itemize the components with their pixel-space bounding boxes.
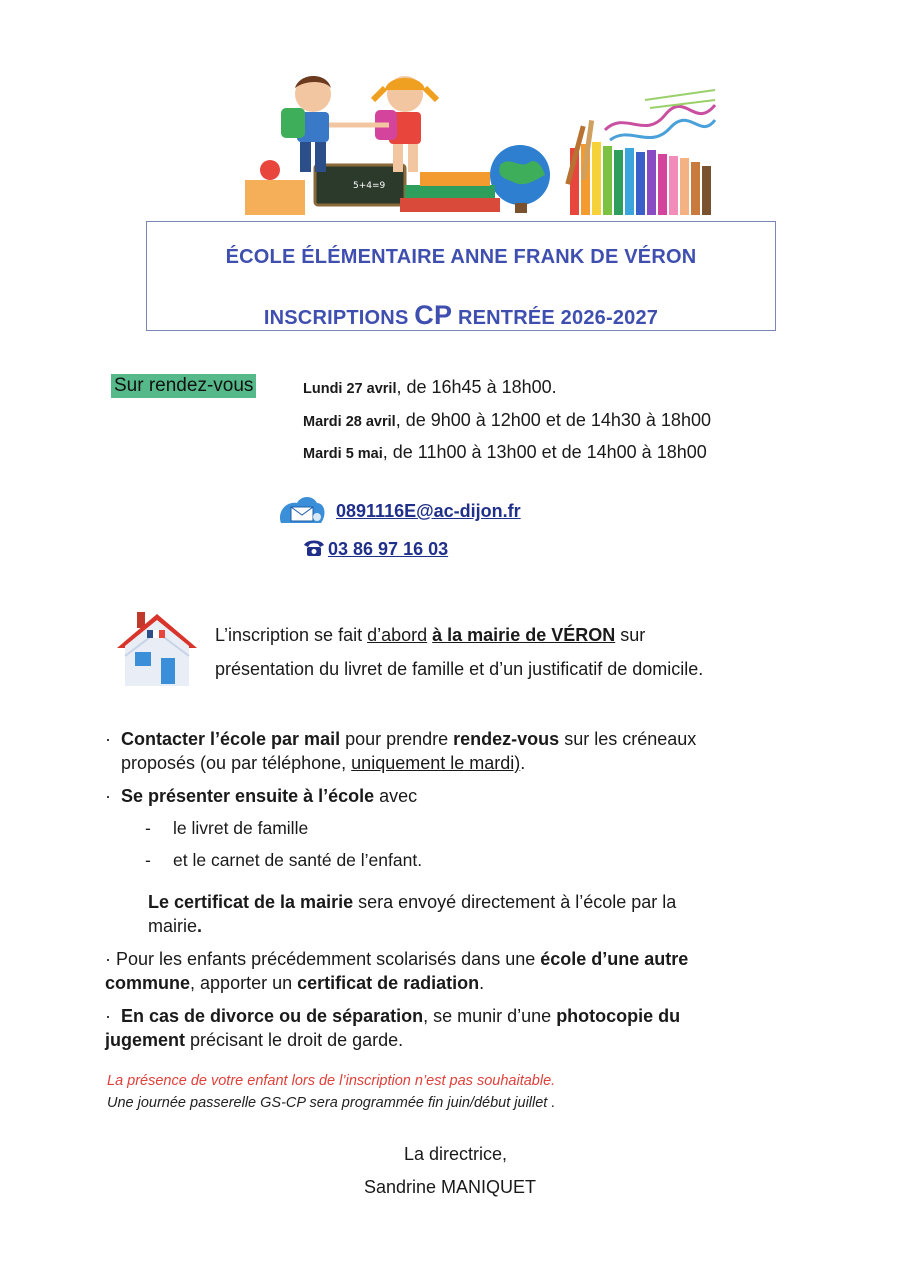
text: proposés (ou par téléphone, (121, 753, 352, 773)
bullet-present (105, 784, 785, 808)
registration-heading (147, 300, 775, 331)
text: sur les créneaux (559, 729, 697, 749)
bullet-dot: · (105, 729, 111, 749)
document-item: et le carnet de santé de l’enfant. (173, 850, 423, 870)
text: avec (374, 786, 418, 806)
school-children-illustration (245, 70, 720, 215)
schedule-day: Mardi 5 mai (303, 446, 383, 462)
bullet-contact (105, 727, 785, 775)
bold-text: école d’une autre (540, 949, 689, 969)
text: . (520, 753, 526, 773)
mairie-text: L’inscription se fait (215, 625, 368, 645)
underlined-text: uniquement le mardi) (351, 753, 521, 773)
schedule-row (303, 377, 557, 398)
list-item (145, 818, 308, 839)
presence-note: La présence de votre enfant lors de l’inscription n’est pas souhaitable. (107, 1073, 556, 1089)
rentree-label: RENTRÉE 2026-2027 (457, 307, 659, 329)
certificate-note (148, 890, 768, 938)
dash: - (145, 850, 151, 870)
bold-text: . (197, 916, 203, 936)
mairie-dabord: d’abord (367, 625, 428, 645)
schedule-row (303, 442, 707, 463)
list-item (145, 850, 422, 871)
mairie-documents: présentation du livret de famille et d’un justificatif de domicile. (215, 659, 704, 679)
text: . (479, 973, 485, 993)
schedule-row (303, 410, 711, 431)
bullet-divorce (105, 1004, 785, 1052)
schedule-hours: , de 11h00 à 13h00 et de 14h00 à 18h00 (382, 442, 707, 462)
passerelle-note: Une journée passerelle GS-CP sera programmée fin juin/début juillet . (107, 1095, 556, 1111)
text: Pour les enfants précédemment scolarisés dans une (111, 949, 541, 969)
bold-text: Le certificat de la mairie (148, 892, 354, 912)
email-icon (277, 493, 327, 527)
bullet-dot: · (105, 949, 111, 969)
bold-text: certificat de radiation (297, 973, 480, 993)
appointment-badge: Sur rendez-vous (111, 374, 256, 398)
bold-text: photocopie du (556, 1006, 681, 1026)
text: , se munir d’une (423, 1006, 557, 1026)
title-box (146, 221, 776, 331)
inscriptions-label: INSCRIPTIONS (263, 307, 409, 329)
schedule-day: Lundi 27 avril (303, 381, 397, 397)
schedule-hours: , de 9h00 à 12h00 et de 14h30 à 18h00 (395, 410, 711, 430)
email-link[interactable]: 0891116E@ac-dijon.fr (336, 501, 521, 521)
text: pour prendre (340, 729, 454, 749)
text: mairie (148, 916, 198, 936)
bold-text: jugement (105, 1030, 186, 1050)
bullet-dot: · (105, 1006, 111, 1026)
mairie-place: à la mairie de VÉRON (432, 625, 616, 645)
cp-label: CP (414, 300, 453, 330)
school-name-heading: ÉCOLE ÉLÉMENTAIRE ANNE FRANK DE VÉRON (225, 246, 697, 268)
schedule-day: Mardi 28 avril (303, 414, 396, 430)
schedule-hours: , de 16h45 à 18h00. (396, 377, 557, 397)
text: sera envoyé directement à l’école par la (353, 892, 677, 912)
mairie-text: sur (615, 625, 646, 645)
bold-text: Contacter l’école par mail (121, 729, 341, 749)
document-item: le livret de famille (173, 818, 309, 838)
phone-link[interactable]: 03 86 97 16 03 (328, 539, 449, 559)
text: , apporter un (190, 973, 298, 993)
signature-name: Sandrine MANIQUET (364, 1177, 537, 1197)
svg-text:5+4=9: 5+4=9 (353, 181, 386, 191)
bullet-dot: · (105, 786, 111, 806)
bold-text: Se présenter ensuite à l’école (121, 786, 375, 806)
text: précisant le droit de garde. (185, 1030, 404, 1050)
mairie-instruction (215, 623, 645, 647)
dash: - (145, 818, 151, 838)
house-icon (115, 608, 200, 690)
bold-text: En cas de divorce ou de séparation (121, 1006, 424, 1026)
signature-title: La directrice, (404, 1144, 508, 1164)
bold-text: commune (105, 973, 191, 993)
phone-icon (303, 539, 325, 557)
bold-text: rendez-vous (453, 729, 560, 749)
bullet-other-school (105, 947, 785, 995)
